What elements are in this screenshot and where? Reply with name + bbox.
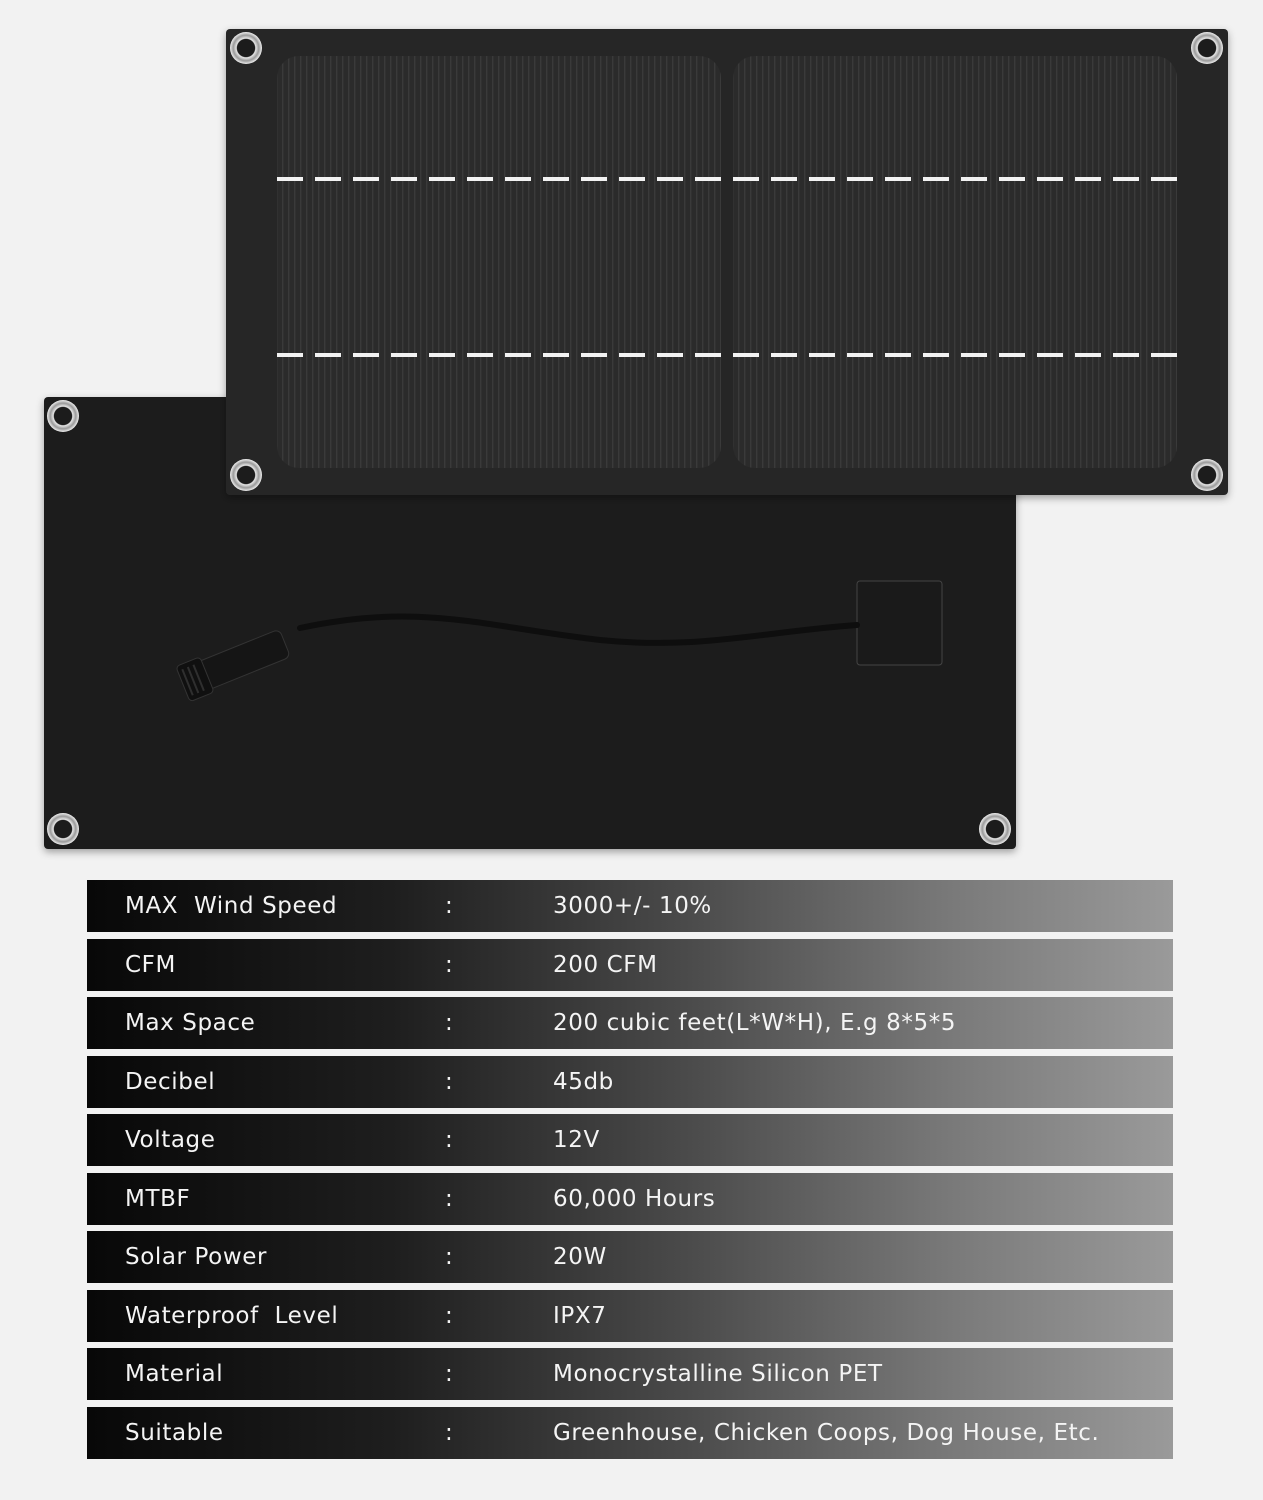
solar-cell-left [277, 56, 721, 468]
spec-separator: : [445, 1127, 454, 1153]
grommet-icon [1191, 459, 1223, 491]
grommet-icon [979, 813, 1011, 845]
junction-box [857, 581, 942, 665]
spec-separator: : [445, 951, 454, 978]
spec-separator: : [445, 893, 454, 919]
solar-cell-right [733, 56, 1177, 468]
spec-label: MAX Wind Speed [125, 893, 338, 919]
spec-label: Solar Power [125, 1244, 268, 1270]
spec-row [87, 1231, 1173, 1283]
spec-separator: : [445, 1302, 454, 1329]
spec-row [87, 1056, 1173, 1108]
grommet-icon [230, 32, 262, 64]
spec-separator: : [445, 1361, 454, 1387]
grommet-icon [1191, 32, 1223, 64]
spec-label: Voltage [125, 1127, 216, 1153]
spec-label: Material [125, 1361, 224, 1387]
spec-row [87, 939, 1173, 991]
spec-row [87, 1348, 1173, 1400]
spec-label: Max Space [125, 1010, 256, 1036]
grommet-icon [47, 400, 79, 432]
spec-row [87, 1114, 1173, 1166]
spec-label: Suitable [125, 1419, 224, 1446]
solar-panel-front [226, 29, 1228, 495]
spec-value: 3000+/- 10% [553, 893, 712, 919]
spec-row [87, 1173, 1173, 1225]
grommet-icon [47, 813, 79, 845]
spec-value: IPX7 [553, 1302, 607, 1329]
spec-row [87, 1290, 1173, 1342]
spec-separator: : [445, 1419, 454, 1446]
spec-label: MTBF [125, 1185, 191, 1212]
spec-value: Greenhouse, Chicken Coops, Dog House, Etc. [553, 1419, 1100, 1446]
grommet-icon [230, 459, 262, 491]
spec-row [87, 997, 1173, 1049]
spec-value: 12V [553, 1127, 600, 1153]
spec-separator: : [445, 1244, 454, 1270]
spec-separator: : [445, 1010, 454, 1036]
spec-value: 200 cubic feet(L*W*H), E.g 8*5*5 [553, 1010, 957, 1036]
spec-value: 200 CFM [553, 951, 658, 978]
spec-label: Decibel [125, 1068, 216, 1095]
spec-label: Waterproof Level [125, 1302, 339, 1329]
spec-value: 45db [553, 1068, 614, 1095]
spec-value: Monocrystalline Silicon PET [553, 1361, 883, 1387]
spec-value: 60,000 Hours [553, 1185, 716, 1212]
spec-row [87, 1407, 1173, 1459]
spec-value: 20W [553, 1244, 607, 1270]
spec-label: CFM [125, 951, 176, 978]
spec-separator: : [445, 1068, 454, 1095]
spec-row [87, 880, 1173, 932]
spec-separator: : [445, 1185, 454, 1212]
spec-table [87, 880, 1173, 1465]
